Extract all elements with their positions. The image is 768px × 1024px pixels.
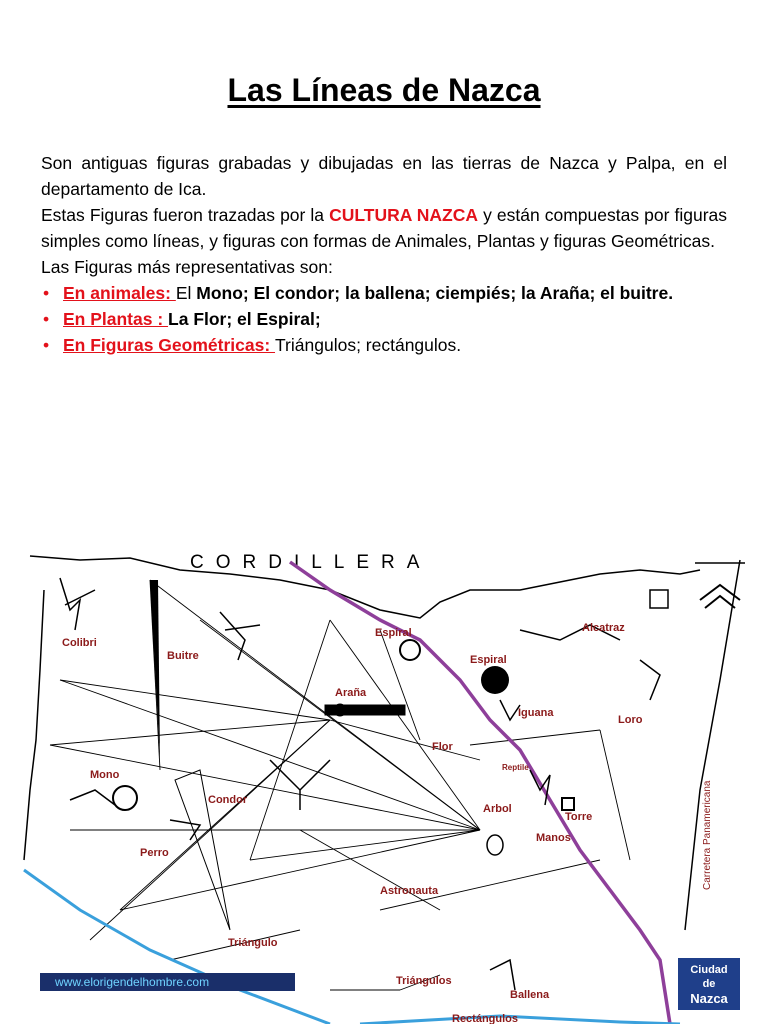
label-triangulo: Triángulo bbox=[228, 937, 278, 949]
alcatraz-mark bbox=[650, 590, 668, 608]
label-torre: Torre bbox=[565, 811, 593, 823]
label-rectangulos: Rectángulos bbox=[452, 1013, 519, 1024]
culture-highlight: CULTURA NAZCA bbox=[329, 205, 479, 225]
tree-figure bbox=[530, 770, 550, 805]
paragraph-text: Estas Figuras fueron trazadas por la bbox=[41, 205, 330, 225]
whale-figure bbox=[490, 960, 515, 990]
figures-list bbox=[41, 280, 727, 358]
label-arana: Araña bbox=[335, 687, 367, 699]
list-item-animals bbox=[41, 280, 727, 306]
label-condor: Condor bbox=[208, 794, 248, 806]
bullet-icon: • bbox=[43, 309, 50, 329]
label-espiral: Espiral bbox=[375, 627, 412, 639]
vulture-figure bbox=[220, 612, 260, 660]
monkey-figure bbox=[70, 790, 115, 805]
label-triangulos: Triángulos bbox=[396, 975, 452, 987]
parrot-figure bbox=[640, 660, 660, 700]
astronaut-figure bbox=[487, 835, 503, 855]
list-item-label: En Plantas : bbox=[63, 309, 169, 329]
list-item-plants bbox=[41, 306, 727, 332]
city-label: Ciudad bbox=[690, 964, 728, 976]
website-text: www.elorigendelhombre.com bbox=[55, 975, 210, 989]
hummingbird-figure bbox=[60, 578, 95, 630]
label-carretera: Carretera Panamericana bbox=[702, 780, 713, 890]
chevron-figure bbox=[700, 585, 740, 608]
tower-figure bbox=[562, 798, 574, 810]
spiral-figure bbox=[481, 666, 509, 694]
list-item-geometric bbox=[41, 332, 727, 358]
label-perro: Perro bbox=[140, 847, 169, 859]
nazca-map bbox=[0, 530, 768, 1024]
list-item-plain: El bbox=[175, 283, 197, 303]
condor-figure bbox=[270, 760, 330, 810]
city-label: Nazca bbox=[690, 991, 728, 1006]
river-branch bbox=[360, 1016, 680, 1024]
paragraph-text: y están compuestas por figuras simples como líneas, y figuras con formas de Animales, Plantas y figuras Geométricas. bbox=[41, 205, 728, 251]
spiral-figure bbox=[400, 640, 420, 660]
label-loro: Loro bbox=[618, 714, 643, 726]
bullet-icon: • bbox=[43, 335, 50, 355]
page-title: Las Líneas de Nazca bbox=[227, 72, 541, 108]
list-item-label: En Figuras Geométricas: bbox=[63, 335, 276, 355]
monkey-spiral bbox=[113, 786, 137, 810]
paragraph-intro: Son antiguas figuras grabadas y dibujadas en las tierras de Nazca y Palpa, en el departamento de Ica. bbox=[41, 153, 727, 199]
triangle-figure bbox=[150, 580, 160, 760]
label-reptile: Reptile bbox=[502, 763, 529, 772]
body-text bbox=[41, 150, 727, 358]
label-ballena: Ballena bbox=[510, 989, 550, 1001]
bullet-icon: • bbox=[43, 283, 50, 303]
label-flor: Flor bbox=[432, 741, 453, 753]
map-labels bbox=[62, 622, 643, 1024]
map-left-boundary bbox=[24, 590, 44, 860]
label-espiral: Espiral bbox=[470, 654, 507, 666]
label-astronauta: Astronauta bbox=[380, 885, 439, 897]
label-mono: Mono bbox=[90, 769, 120, 781]
city-label: de bbox=[702, 978, 716, 990]
paragraph-culture bbox=[41, 202, 727, 254]
list-item-bold: La Flor; el Espiral; bbox=[168, 309, 321, 329]
label-arbol: Arbol bbox=[483, 803, 512, 815]
paragraph-list-intro: Las Figuras más representativas son: bbox=[41, 257, 333, 277]
spider-figure bbox=[325, 704, 405, 716]
list-item-label: En animales: bbox=[63, 283, 176, 303]
iguana-figure bbox=[500, 700, 520, 720]
river bbox=[24, 870, 330, 1024]
list-item-rest: Triángulos; rectángulos. bbox=[275, 335, 462, 355]
list-item-bold: Mono; El condor; la ballena; ciempiés; la Araña; el buitre. bbox=[196, 283, 674, 303]
label-alcatraz: Alcatraz bbox=[582, 622, 625, 634]
label-buitre: Buitre bbox=[167, 650, 199, 662]
cordillera-label: CORDILLERA bbox=[190, 552, 432, 573]
nazca-map-drawing bbox=[0, 530, 768, 1024]
label-manos: Manos bbox=[536, 832, 571, 844]
label-iguana: Iguana bbox=[518, 707, 554, 719]
label-colibri: Colibri bbox=[62, 637, 97, 649]
